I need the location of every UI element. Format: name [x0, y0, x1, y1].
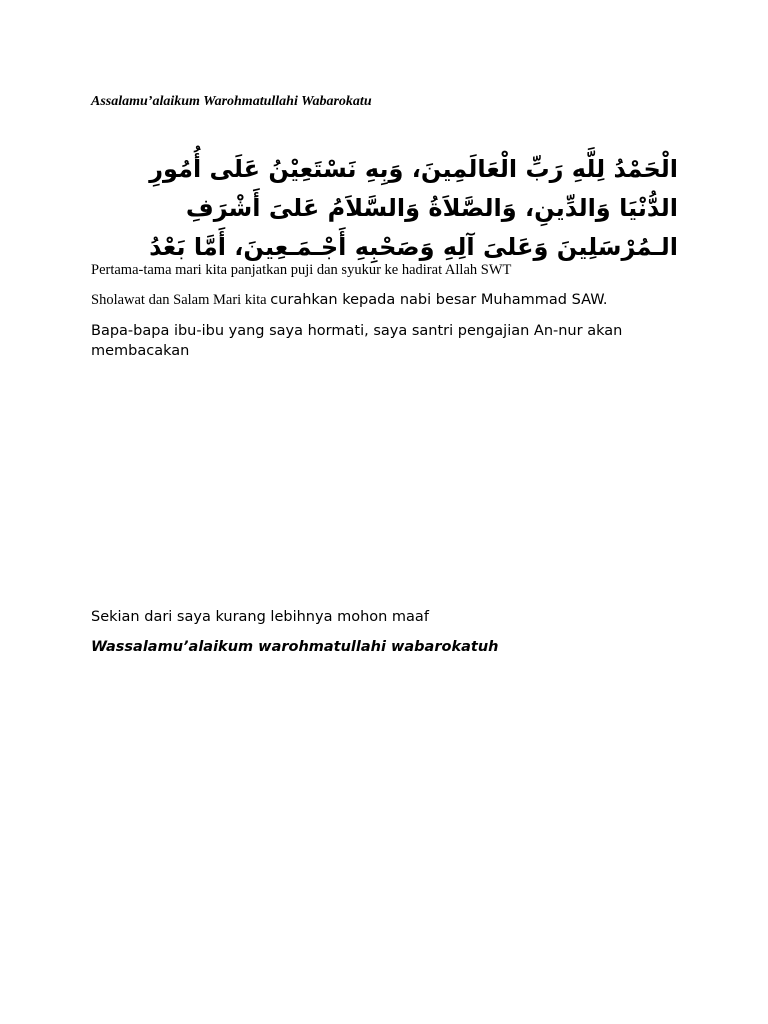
praise-paragraph: Pertama-tama mari kita panjatkan puji dan syukur ke hadirat Allah SWT — [91, 262, 512, 278]
sholawat-text-serif: Sholawat dan Salam Mari kita — [91, 292, 271, 308]
arabic-line-2: الدُّنْيَا وَالدِّينِ، وَالصَّلاَةُ وَالسَّلاَمُ عَلىَ أَشْرَفِ — [185, 194, 678, 222]
sholawat-text-sans: curahkan kepada nabi besar Muhammad SAW. — [270, 292, 608, 308]
closing-paragraph: Sekian dari saya kurang lebihnya mohon maaf — [91, 609, 429, 625]
arabic-line-1: الْحَمْدُ لِلَّهِ رَبِّ الْعَالَمِينَ، وَبِهِ نَسْتَعِيْنُ عَلَى أُمُورِ — [149, 155, 678, 183]
sholawat-paragraph — [91, 291, 607, 309]
arabic-line-3: الـمُرْسَلِينَ وَعَلىَ آلِهِ وَصَحْبِهِ أَجْـمَـعِينَ، أَمَّا بَعْدُ — [149, 233, 678, 261]
arabic-opening-prayer — [91, 150, 678, 267]
opening-greeting: Assalamu’alaikum Warohmatullahi Wabarokatu — [91, 94, 372, 109]
closing-greeting: Wassalamu’alaikum warohmatullahi wabarokatuh — [91, 639, 499, 655]
intro-paragraph: Bapa-bapa ibu-ibu yang saya hormati, saya santri pengajian An-nur akan membacakan — [91, 323, 623, 359]
